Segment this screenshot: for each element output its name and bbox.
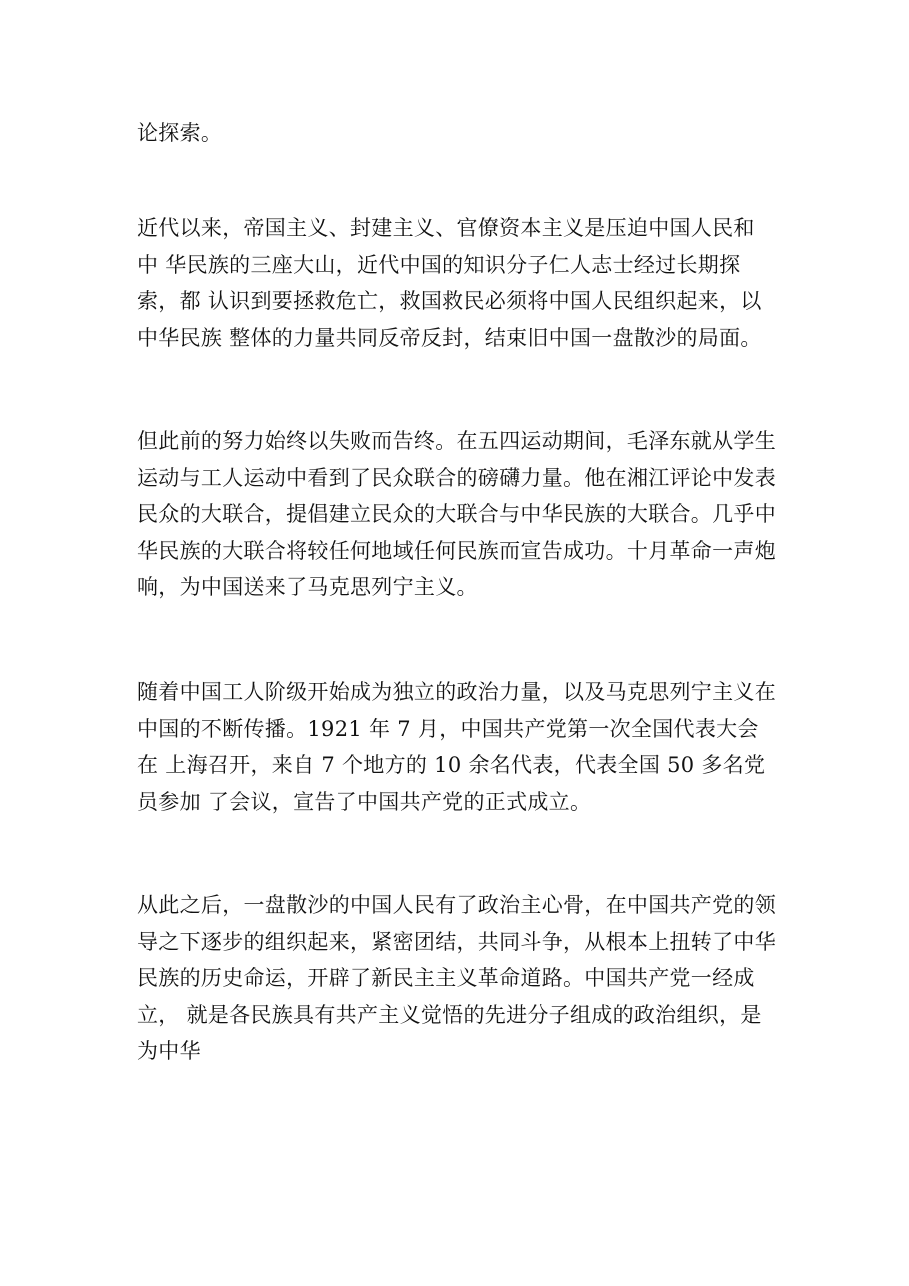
paragraph: 论探索。 xyxy=(137,121,223,145)
paragraph: 从此之后，一盘散沙的中国人民有了政治主心骨，在中国共产党的领 导之下逐步的组织起来，紧密团结，共同斗争，从根本上扭转了中华 民族的历史命运，开辟了新民主主义革命道路。中国共产党一经成 立， 就是各民族具有共产主义觉悟的先进分子组成的政治组织，是 为中华 xyxy=(137,893,776,1063)
paragraph: 随着中国工人阶级开始成为独立的政治力量，以及马克思列宁主义在 中国的不断传播。1921 年 7 月，中国共产党第一次全国代表大会 在 上海召开，来自 7 个地方的 10 余名代表，代表全国 50 多名党 员参加 了会议，宣告了中国共产党的正式成立。 xyxy=(137,680,776,814)
paragraph: 近代以来，帝国主义、封建主义、官僚资本主义是压迫中国人民和 中 华民族的三座大山，近代中国的知识分子仁人志士经过长期探 索，都 认识到要拯救危亡，救国救民必须将中国人民组织起来，以 中华民族 整体的力量共同反帝反封，结束旧中国一盘散沙的局面。 xyxy=(137,216,762,350)
paragraph: 但此前的努力始终以失败而告终。在五四运动期间，毛泽东就从学生 运动与工人运动中看到了民众联合的磅礴力量。他在湘江评论中发表 民众的大联合，提倡建立民众的大联合与中华民族的大联合。几乎中 华民族的大联合将较任何地域任何民族而宣告成功。十月革命一声炮 响，为中国送来了马克思列宁主义。 xyxy=(137,429,776,599)
